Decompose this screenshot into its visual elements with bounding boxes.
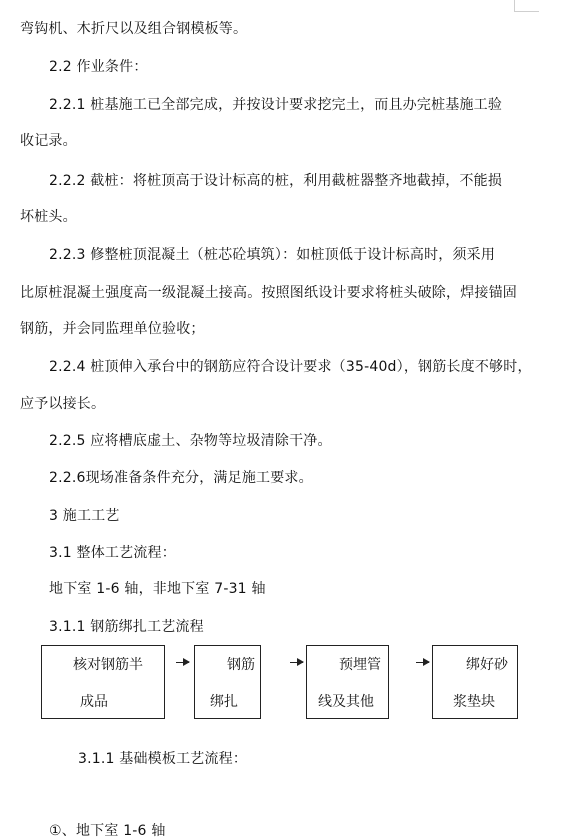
body-text-line: 地下室 1-6 轴，非地下室 7-31 轴 (49, 581, 266, 597)
flow-step-4-line-2: 浆垫块 (453, 694, 495, 710)
body-text-line: 应予以接长。 (20, 396, 106, 412)
section-heading-formwork: 3.1.1 基础模板工艺流程： (78, 751, 248, 767)
body-text-line: 2.2.6现场准备条件充分，满足施工要求。 (49, 470, 313, 486)
body-text-line: 收记录。 (20, 133, 77, 149)
body-text-line: 2.2.5 应将槽底虚土、杂物等垃圾清除干净。 (49, 433, 332, 449)
body-text-line: 2.2.4 桩顶伸入承台中的钢筋应符合设计要求（35-40d），钢筋长度不够时， (49, 359, 532, 375)
page-corner-mark (514, 0, 539, 12)
flow-step-4-line-1: 绑好砂 (466, 657, 508, 673)
flow-step-1-line-1: 核对钢筋半 (73, 657, 143, 673)
flow-step-1-line-2: 成品 (80, 694, 108, 710)
body-text-line: 2.2.1 桩基施工已全部完成，并按设计要求挖完土，而且办完桩基施工验 (49, 97, 503, 113)
body-text-line: 2.2.2 截桩：将桩顶高于设计标高的桩，利用截桩器整齐地截掉，不能损 (49, 173, 503, 189)
flow-arrow-icon (290, 662, 303, 663)
body-text-line: 比原桩混凝土强度高一级混凝土接高。按照图纸设计要求将桩头破除，焊接锚固 (20, 285, 517, 301)
section-heading-2-2: 2.2 作业条件： (49, 59, 148, 75)
body-text-line: 2.2.3 修整桩顶混凝土（桩芯砼填筑）：如桩顶低于设计标高时，须采用 (49, 247, 496, 263)
flow-step-3-line-2: 线及其他 (318, 694, 374, 710)
flow-step-2-line-1: 钢筋 (227, 657, 255, 673)
flow-arrow-icon (416, 662, 429, 663)
body-text-line: 坏桩头。 (20, 209, 77, 225)
list-item: ①、地下室 1-6 轴 (49, 823, 166, 839)
body-text-line: 钢筋，并会同监理单位验收； (20, 321, 205, 337)
body-text-line: 弯钩机、木折尺以及组合钢模板等。 (20, 21, 248, 37)
flow-step-3-line-1: 预埋管 (339, 657, 381, 673)
flow-step-2-line-2: 绑扎 (210, 694, 238, 710)
section-heading-3-1-1: 3.1.1 钢筋绑扎工艺流程 (49, 619, 204, 635)
section-heading-3: 3 施工工艺 (49, 508, 120, 524)
flow-arrow-icon (176, 662, 189, 663)
section-heading-3-1: 3.1 整体工艺流程： (49, 545, 176, 561)
